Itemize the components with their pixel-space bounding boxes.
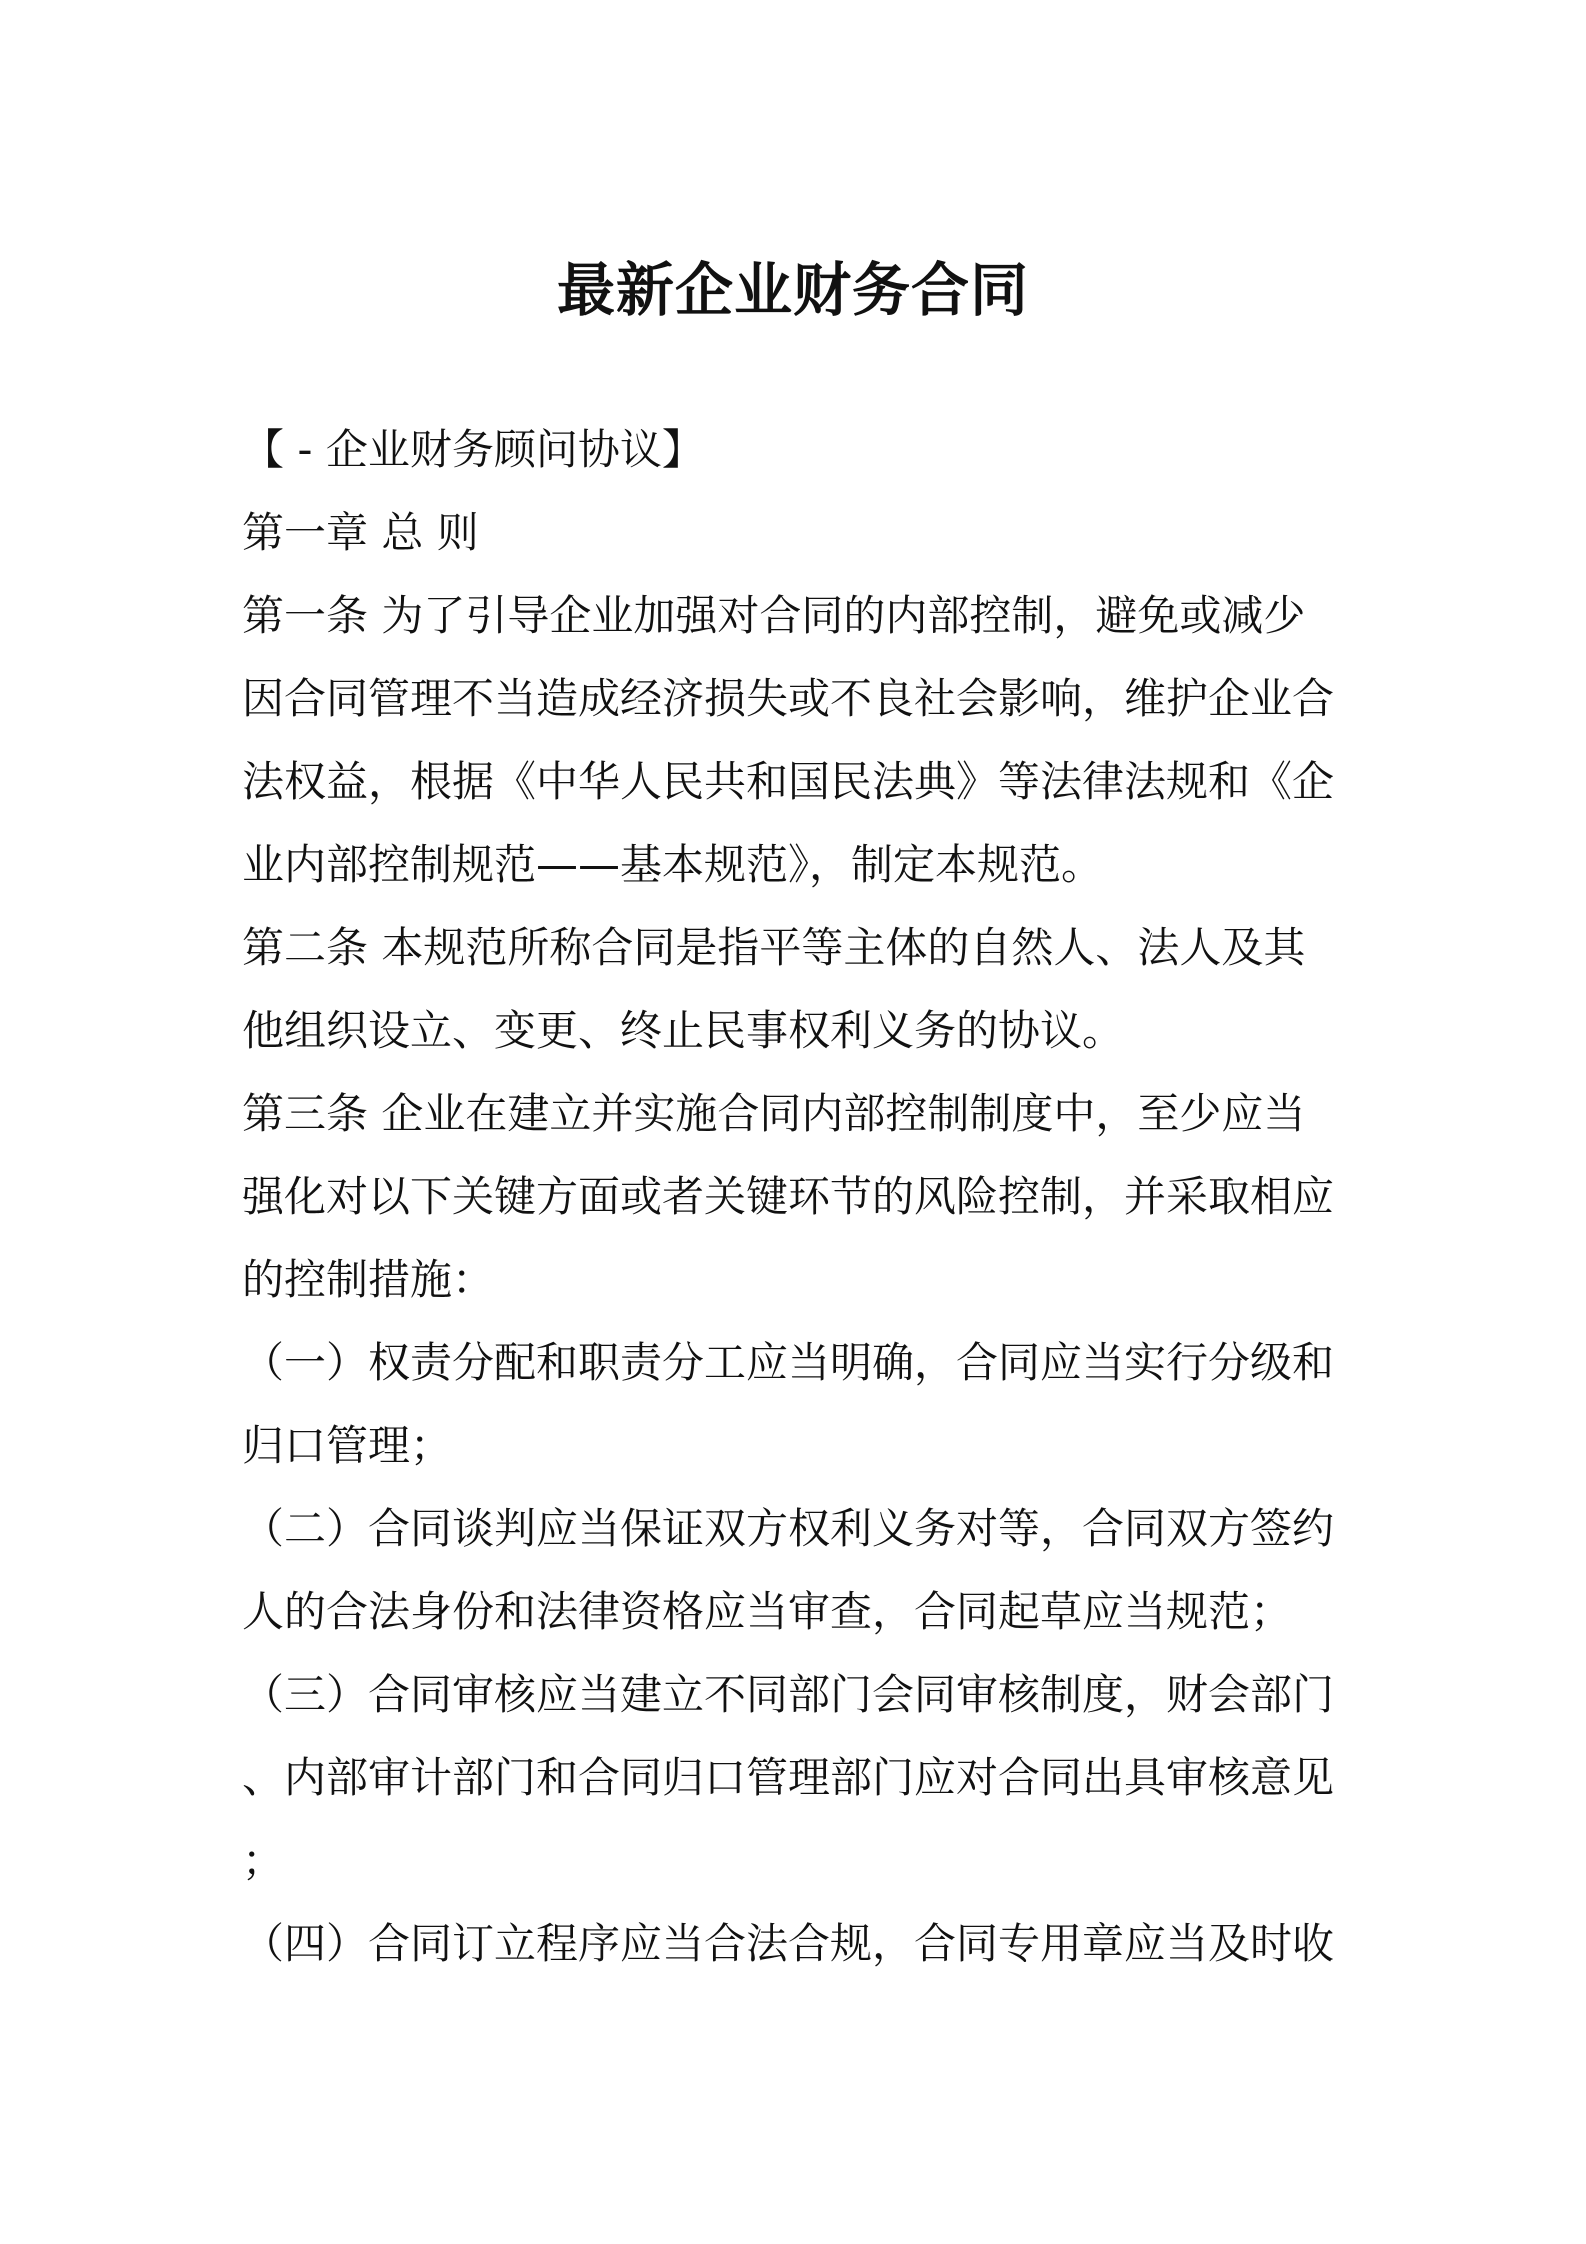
body-line: 、内部审计部门和合同归口管理部门应对合同出具审核意见 — [242, 1753, 1335, 1802]
section-heading-subtitle: 【 - 企业财务顾问协议】 — [242, 425, 704, 474]
body-line: 的控制措施： — [242, 1255, 495, 1304]
body-line: 第一条 为了引导企业加强对合同的内部控制，避免或减少 — [242, 591, 1306, 640]
body-line: （四）合同订立程序应当合法合规，合同专用章应当及时收 — [242, 1919, 1335, 1968]
body-line: 第三条 企业在建立并实施合同内部控制制度中，至少应当 — [242, 1089, 1306, 1138]
body-line: 归口管理； — [242, 1421, 453, 1470]
body-line: 人的合法身份和法律资格应当审查，合同起草应当规范； — [242, 1587, 1293, 1636]
body-line: 因合同管理不当造成经济损失或不良社会影响，维护企业合 — [242, 674, 1335, 723]
chapter-heading: 第一章 总 则 — [242, 508, 479, 557]
document-title: 最新企业财务合同 — [556, 256, 1029, 324]
body-line: 强化对以下关键方面或者关键环节的风险控制，并采取相应 — [242, 1172, 1335, 1221]
body-line: 业内部控制规范——基本规范》，制定本规范。 — [242, 840, 1104, 889]
body-line: ； — [242, 1836, 285, 1885]
document-body — [242, 408, 1357, 1985]
body-line: 法权益，根据《中华人民共和国民法典》等法律法规和《企 — [242, 757, 1335, 806]
body-line: 他组织设立、变更、终止民事权利义务的协议。 — [242, 1006, 1125, 1055]
body-line: 第二条 本规范所称合同是指平等主体的自然人、法人及其 — [242, 923, 1306, 972]
body-line: （三）合同审核应当建立不同部门会同审核制度，财会部门 — [242, 1670, 1335, 1719]
body-line: （二）合同谈判应当保证双方权利义务对等，合同双方签约 — [242, 1504, 1335, 1553]
body-line: （一）权责分配和职责分工应当明确，合同应当实行分级和 — [242, 1338, 1335, 1387]
